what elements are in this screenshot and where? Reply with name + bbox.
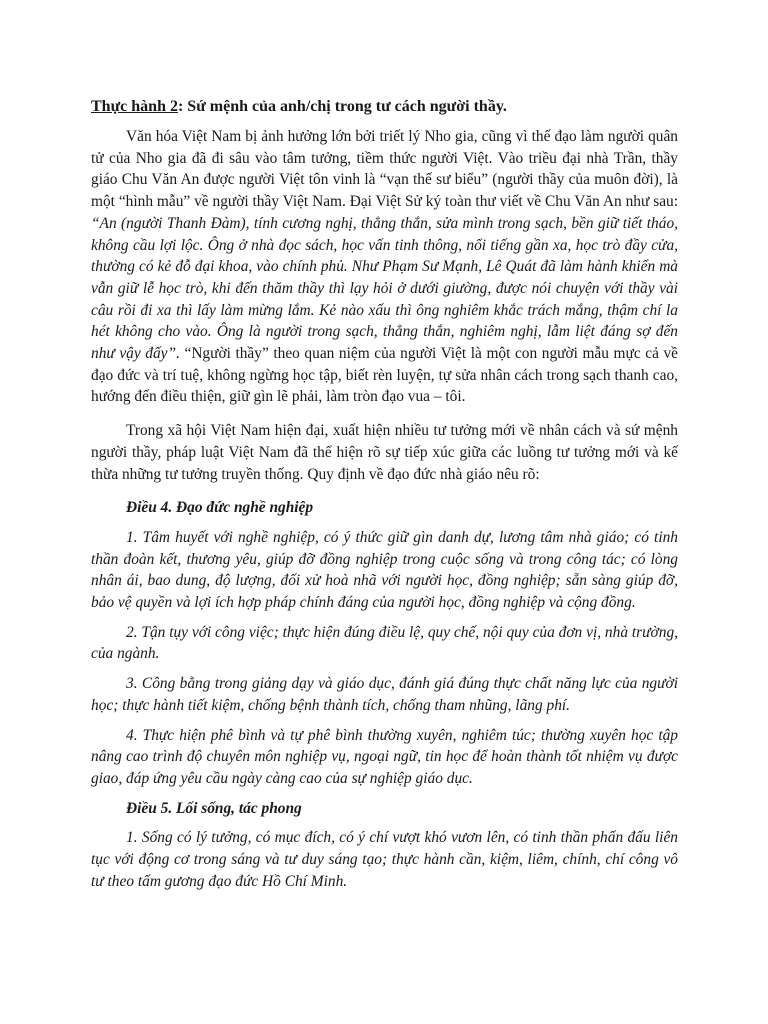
paragraph1-intro: Văn hóa Việt Nam bị ảnh hưởng lớn bởi triết lý Nho gia, cũng vì thế đạo làm người quân tử của Nho gia đã đi sâu vào tâm tưởng, tiềm thức người Việt. Vào triều đại nhà Trần, thầy giáo Chu Văn An được người Việt tôn vinh là “vạn thế sư biểu” (người thầy của muôn đời), là một “hình mẫu” về người thầy Việt Nam. Đại Việt Sử ký toàn thư viết về Chu Văn An như sau:: [91, 128, 678, 211]
paragraph-modern-society: Trong xã hội Việt Nam hiện đại, xuất hiện nhiều tư tưởng mới về nhân cách và sứ mệnh người thầy, pháp luật Việt Nam đã thể hiện rõ sự tiếp xúc giữa các luồng tư tưởng mới và kế thừa những tư tưởng truyền thống. Quy định về đạo đức nhà giáo nêu rõ:: [91, 422, 678, 483]
paragraph1-outro: “Người thầy” theo quan niệm của người Việt là một con người mẫu mực cả về đạo đức và trí tuệ, không ngừng học tập, biết rèn luyện, tự sửa nhân cách trong sạch thanh cao, hướng đến điều thiện, giữ gìn lẽ phải, làm tròn đạo vua – tôi.: [91, 345, 679, 406]
article-4-clause-3: 3. Công bằng trong giảng dạy và giáo dục, đánh giá đúng thực chất năng lực của người học; thực hành tiết kiệm, chống bệnh thành tích, chống tham nhũng, lãng phí.: [91, 675, 678, 714]
article-5-title: Điều 5. Lối sống, tác phong: [126, 799, 302, 817]
paragraph1-quote: “An (người Thanh Đàm), tính cương nghị, thẳng thắn, sửa mình trong sạch, bền giữ tiết tháo, không cầu lợi lộc. Ông ở nhà đọc sách, học vấn tinh thông, nổi tiếng gần xa, học trò đầy cửa, thường có kẻ đỗ đại khoa, vào chính phủ. Như Phạm Sư Mạnh, Lê Quát đã làm hành khiển mà vẫn giữ lễ học trò, khi đến thăm thầy thì lạy hỏi ở dưới giường, được nói chuyện với thầy vài câu rồi đi xa thì lấy làm mừng lắm. Kẻ nào xấu thì ông nghiêm khắc trách mắng, thậm chí la hét không cho vào. Ông là người trong sạch, thẳng thắn, nghiêm nghị, lẫm liệt đáng sợ đến như vậy đấy”.: [91, 214, 678, 363]
article-4-clause-4: 4. Thực hiện phê bình và tự phê bình thường xuyên, nghiêm túc; thường xuyên học tập nâng cao trình độ chuyên môn nghiệp vụ, ngoại ngữ, tin học để hoàn thành tốt nhiệm vụ được giao, đáp ứng yêu cầu ngày càng cao của sự nghiệp giáo dục.: [91, 726, 678, 787]
section-heading: [91, 96, 678, 118]
paragraph-chu-van-an: [91, 126, 678, 408]
document-page: [91, 96, 678, 893]
section-heading-title: : Sứ mệnh của anh/chị trong tư cách người thầy.: [177, 98, 507, 115]
section-heading-label: Thực hành 2: [91, 98, 178, 115]
article-4-title: Điều 4. Đạo đức nghề nghiệp: [126, 499, 314, 517]
article-5-clause-1: 1. Sống có lý tưởng, có mục đích, có ý chí vượt khó vươn lên, có tinh thần phấn đấu liên tục với động cơ trong sáng và tư duy sáng tạo; thực hành cần, kiệm, liêm, chính, chí công vô tư theo tấm gương đạo đức Hồ Chí Minh.: [91, 829, 678, 890]
article-4-clause-2: 2. Tận tụy với công việc; thực hiện đúng điều lệ, quy chế, nội quy của đơn vị, nhà trường, của ngành.: [91, 623, 678, 663]
article-4-clause-1: 1. Tâm huyết với nghề nghiệp, có ý thức giữ gìn danh dự, lương tâm nhà giáo; có tinh thần đoàn kết, thương yêu, giúp đỡ đồng nghiệp trong cuộc sống và trong công tác; có lòng nhân ái, bao dung, độ lượng, đối xử hoà nhã với người học, đồng nghiệp; sẵn sàng giúp đỡ, bảo vệ quyền và lợi ích hợp pháp chính đáng của người học, đồng nghiệp và cộng đồng.: [91, 528, 678, 612]
